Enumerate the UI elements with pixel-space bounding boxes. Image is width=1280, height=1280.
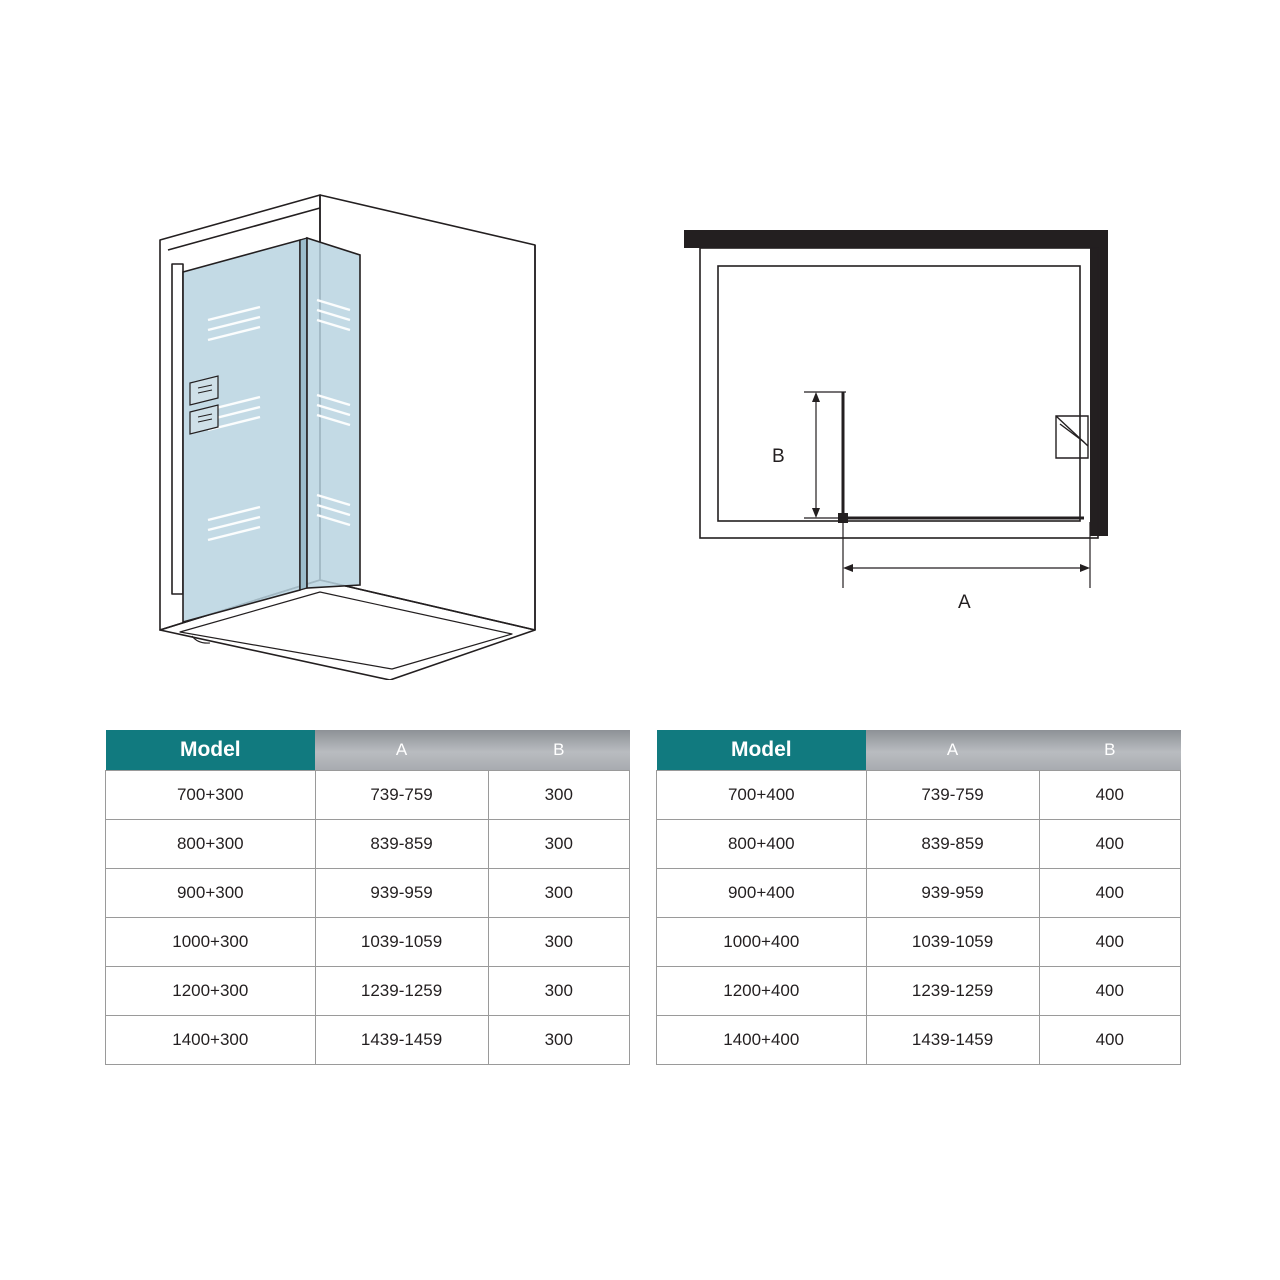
- cell-b: 300: [488, 771, 630, 820]
- table-row: [106, 1016, 630, 1065]
- table-row: [657, 918, 1181, 967]
- dimension-b-label: B: [772, 446, 785, 467]
- cell-a: 839-859: [315, 820, 488, 869]
- header-a: A: [315, 730, 488, 771]
- cell-a: 1439-1459: [866, 1016, 1039, 1065]
- cell-model: 900+400: [657, 869, 867, 918]
- cell-a: 939-959: [315, 869, 488, 918]
- table-row: [106, 869, 630, 918]
- cell-b: 400: [1039, 967, 1181, 1016]
- header-a: A: [866, 730, 1039, 771]
- side-glass-panel: [300, 238, 360, 590]
- cell-b: 300: [488, 967, 630, 1016]
- cell-model: 700+300: [106, 771, 316, 820]
- cell-a: 739-759: [315, 771, 488, 820]
- spec-table-right: [656, 730, 1181, 1065]
- table-row: [106, 820, 630, 869]
- dimension-a: [843, 522, 1090, 588]
- tray-inner: [718, 266, 1080, 521]
- isometric-shower-diagram: [120, 160, 570, 680]
- cell-b: 400: [1039, 869, 1181, 918]
- glass-plan-lines: [843, 392, 1084, 518]
- header-b: B: [1039, 730, 1181, 771]
- cell-a: 839-859: [866, 820, 1039, 869]
- cell-b: 300: [488, 1016, 630, 1065]
- wall-block: [684, 230, 1108, 536]
- cell-b: 400: [1039, 820, 1181, 869]
- table-header-row: [106, 730, 630, 771]
- table-row: [657, 771, 1181, 820]
- table-row: [657, 967, 1181, 1016]
- spec-table-left: [105, 730, 630, 1065]
- cell-a: 1039-1059: [315, 918, 488, 967]
- cell-model: 900+300: [106, 869, 316, 918]
- table-header-row: [657, 730, 1181, 771]
- cell-a: 1439-1459: [315, 1016, 488, 1065]
- cell-a: 1239-1259: [315, 967, 488, 1016]
- cell-model: 1400+400: [657, 1016, 867, 1065]
- cell-a: 739-759: [866, 771, 1039, 820]
- cell-model: 1200+300: [106, 967, 316, 1016]
- table-row: [106, 771, 630, 820]
- wall-profile: [172, 264, 183, 594]
- cell-model: 800+400: [657, 820, 867, 869]
- cell-model: 700+400: [657, 771, 867, 820]
- cell-model: 1400+300: [106, 1016, 316, 1065]
- cell-a: 1039-1059: [866, 918, 1039, 967]
- cell-b: 400: [1039, 1016, 1181, 1065]
- cell-a: 1239-1259: [866, 967, 1039, 1016]
- cell-b: 400: [1039, 771, 1181, 820]
- table-row: [657, 820, 1181, 869]
- hinge-detail: [1056, 416, 1088, 458]
- cell-b: 400: [1039, 918, 1181, 967]
- cell-b: 300: [488, 869, 630, 918]
- cell-a: 939-959: [866, 869, 1039, 918]
- plan-view-diagram: [660, 200, 1130, 640]
- cell-b: 300: [488, 918, 630, 967]
- table-row: [106, 967, 630, 1016]
- dimension-a-label: A: [958, 592, 971, 613]
- cell-model: 1000+300: [106, 918, 316, 967]
- dimension-b: [804, 392, 846, 518]
- table-row: [657, 1016, 1181, 1065]
- main-glass-panel: [183, 240, 300, 622]
- header-model: Model: [657, 730, 867, 771]
- header-b: B: [488, 730, 630, 771]
- tray-outer: [700, 248, 1098, 538]
- table-row: [657, 869, 1181, 918]
- header-model: Model: [106, 730, 316, 771]
- cell-b: 300: [488, 820, 630, 869]
- cell-model: 800+300: [106, 820, 316, 869]
- cell-model: 1000+400: [657, 918, 867, 967]
- cell-model: 1200+400: [657, 967, 867, 1016]
- table-row: [106, 918, 630, 967]
